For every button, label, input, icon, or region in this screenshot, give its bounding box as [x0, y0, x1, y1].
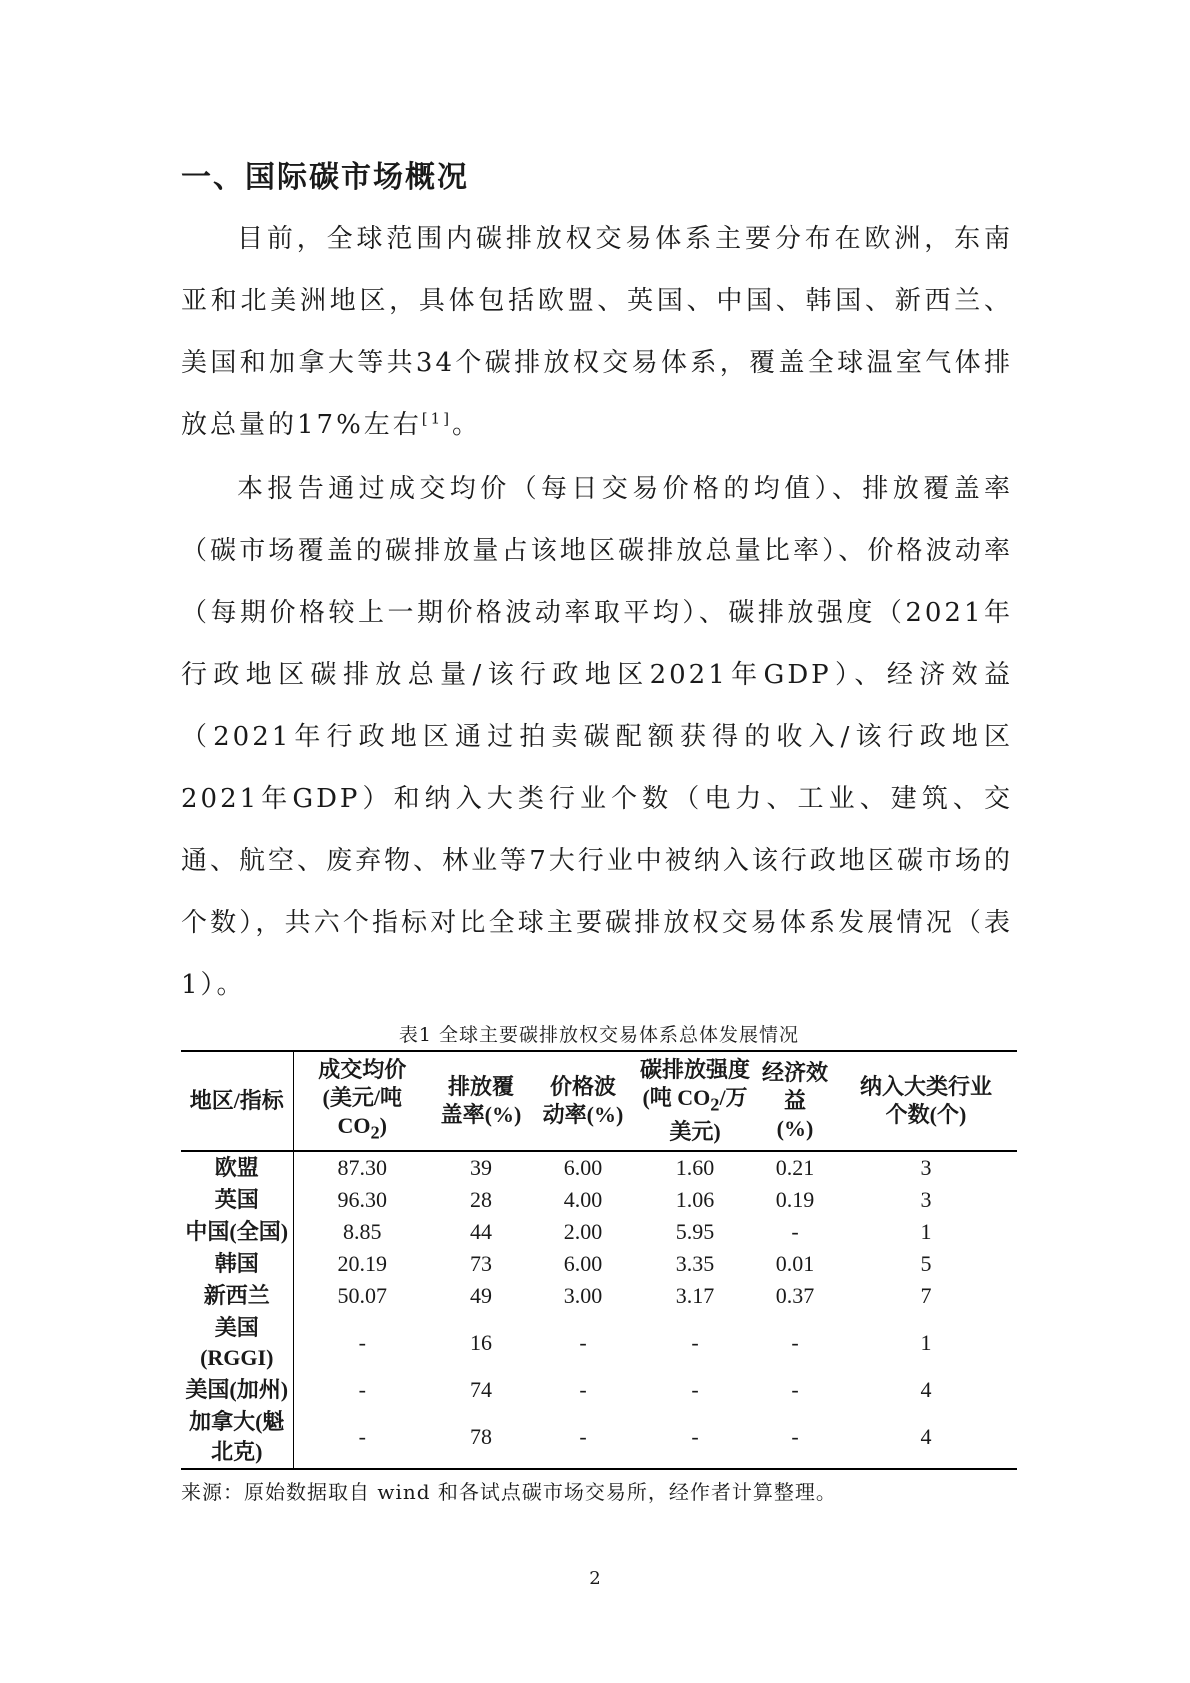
cell-benefit: - [791, 1377, 799, 1403]
cell-coverage: 44 [470, 1219, 492, 1245]
cell-region: 美国(加州) [181, 1374, 293, 1406]
table-row [181, 1184, 1017, 1216]
cell-coverage: 28 [470, 1187, 492, 1213]
cell-industries: 4 [920, 1377, 932, 1403]
cell-coverage: 73 [470, 1251, 492, 1277]
cell-intensity: - [691, 1330, 699, 1356]
table-row [181, 1248, 1017, 1280]
intro-paragraph-text: 目前，全球范围内碳排放权交易体系主要分布在欧洲，东南亚和北美洲地区，具体包括欧盟、英国、中国、韩国、新西兰、美国和加拿大等共34个碳排放权交易体系，覆盖全球温室气体排放总量的17%左右 [181, 224, 1013, 440]
cell-coverage: 39 [470, 1155, 492, 1181]
cell-intensity: - [635, 1406, 755, 1469]
cell-industries: 3 [920, 1187, 932, 1213]
cell-benefit: 0.19 [775, 1187, 815, 1213]
cell-coverage: 49 [470, 1283, 492, 1309]
cell-intensity: 3.17 [675, 1283, 715, 1309]
cell-region: 加拿大(魁 北克) [181, 1406, 293, 1469]
cell-volatility: 4.00 [563, 1187, 603, 1213]
cell-coverage: 74 [470, 1377, 492, 1403]
cell-volatility: 6.00 [563, 1251, 603, 1277]
cell-industries: 1 [920, 1330, 932, 1356]
header-volatility: 价格波 动率(%) [531, 1051, 635, 1151]
cell-industries: 4 [835, 1406, 1017, 1469]
cell-industries: 1 [920, 1219, 932, 1245]
table-row [181, 1374, 1017, 1406]
header-intensity: 碳排放强度 (吨 $CO_2/$万 美元) [635, 1051, 755, 1151]
cell-price: 96.30 [337, 1187, 387, 1213]
table-row [181, 1406, 1017, 1469]
table-row [181, 1312, 1017, 1374]
cell-region: 英国 [181, 1184, 293, 1216]
cell-volatility: - [531, 1406, 635, 1469]
cell-volatility: - [579, 1330, 587, 1356]
cell-industries: 5 [920, 1251, 932, 1277]
header-industries: 纳入大类行业 个数(个) [835, 1051, 1017, 1151]
intro-paragraph [181, 208, 1013, 456]
cell-price: 8.85 [343, 1219, 382, 1245]
cell-volatility: 6.00 [563, 1155, 603, 1181]
table-row [181, 1280, 1017, 1312]
cell-region: 美国 (RGGI) [181, 1312, 293, 1374]
table-row [181, 1216, 1017, 1248]
cell-volatility: 3.00 [563, 1283, 603, 1309]
cell-price: 87.30 [337, 1155, 387, 1181]
cell-coverage: 16 [470, 1330, 492, 1356]
citation-marker[interactable]: [1] [421, 409, 453, 428]
cell-benefit: - [791, 1330, 799, 1356]
cell-intensity: 1.06 [675, 1187, 715, 1213]
cell-intensity: - [691, 1377, 699, 1403]
section-heading: 一、国际碳市场概况 [181, 160, 469, 195]
table-caption: 表1 全球主要碳排放权交易体系总体发展情况 [398, 1024, 800, 1046]
cell-region: 新西兰 [181, 1280, 293, 1312]
cell-intensity: 1.60 [675, 1155, 715, 1181]
cell-volatility: - [579, 1377, 587, 1403]
intro-paragraph-end: 。 [452, 410, 482, 440]
cell-benefit: 0.21 [775, 1155, 815, 1181]
header-region: 地区/指标 [181, 1051, 293, 1151]
cell-region: 中国(全国) [181, 1216, 293, 1248]
cell-region: 韩国 [181, 1248, 293, 1280]
cell-benefit: 0.01 [775, 1251, 815, 1277]
table-row [181, 1151, 1017, 1184]
cell-intensity: 3.35 [675, 1251, 715, 1277]
cell-industries: 3 [920, 1155, 932, 1181]
cell-price: 50.07 [337, 1283, 387, 1309]
table-body [181, 1151, 1017, 1469]
header-benefit: 经济效 益 (%) [755, 1051, 835, 1151]
cell-price: - [358, 1377, 366, 1403]
cell-region: 欧盟 [181, 1151, 293, 1184]
cell-price: 20.19 [337, 1251, 387, 1277]
table-source-note: 来源：原始数据取自 wind 和各试点碳市场交易所，经作者计算整理。 [181, 1480, 837, 1504]
cell-benefit: 0.37 [775, 1283, 815, 1309]
cell-benefit: - [791, 1219, 799, 1245]
header-coverage: 排放覆 盖率(%) [431, 1051, 531, 1151]
cell-price: - [293, 1406, 431, 1469]
header-price: 成交均价 (美元/吨 $CO_2$) [293, 1051, 431, 1151]
cell-volatility: 2.00 [563, 1219, 603, 1245]
carbon-market-table [181, 1050, 1017, 1470]
cell-coverage: 78 [431, 1406, 531, 1469]
page-number: 2 [589, 1568, 601, 1589]
cell-price: - [358, 1330, 366, 1356]
cell-industries: 7 [920, 1283, 932, 1309]
table-header-row [181, 1051, 1017, 1151]
cell-intensity: 5.95 [675, 1219, 715, 1245]
cell-benefit: - [755, 1406, 835, 1469]
method-paragraph: 本报告通过成交均价（每日交易价格的均值）、排放覆盖率（碳市场覆盖的碳排放量占该地区碳排放总量比率）、价格波动率（每期价格较上一期价格波动率取平均）、碳排放强度（2021年行政地区碳排放总量/该行政地区2021年GDP）、经济效益（2021年行政地区通过拍卖碳配额获得的收入/该行政地区2021年GDP）和纳入大类行业个数（电力、工业、建筑、交通、航空、废弃物、林业等7大行业中被纳入该行政地区碳市场的个数），共六个指标对比全球主要碳排放权交易体系发展情况（表1）。 [181, 474, 1013, 1000]
